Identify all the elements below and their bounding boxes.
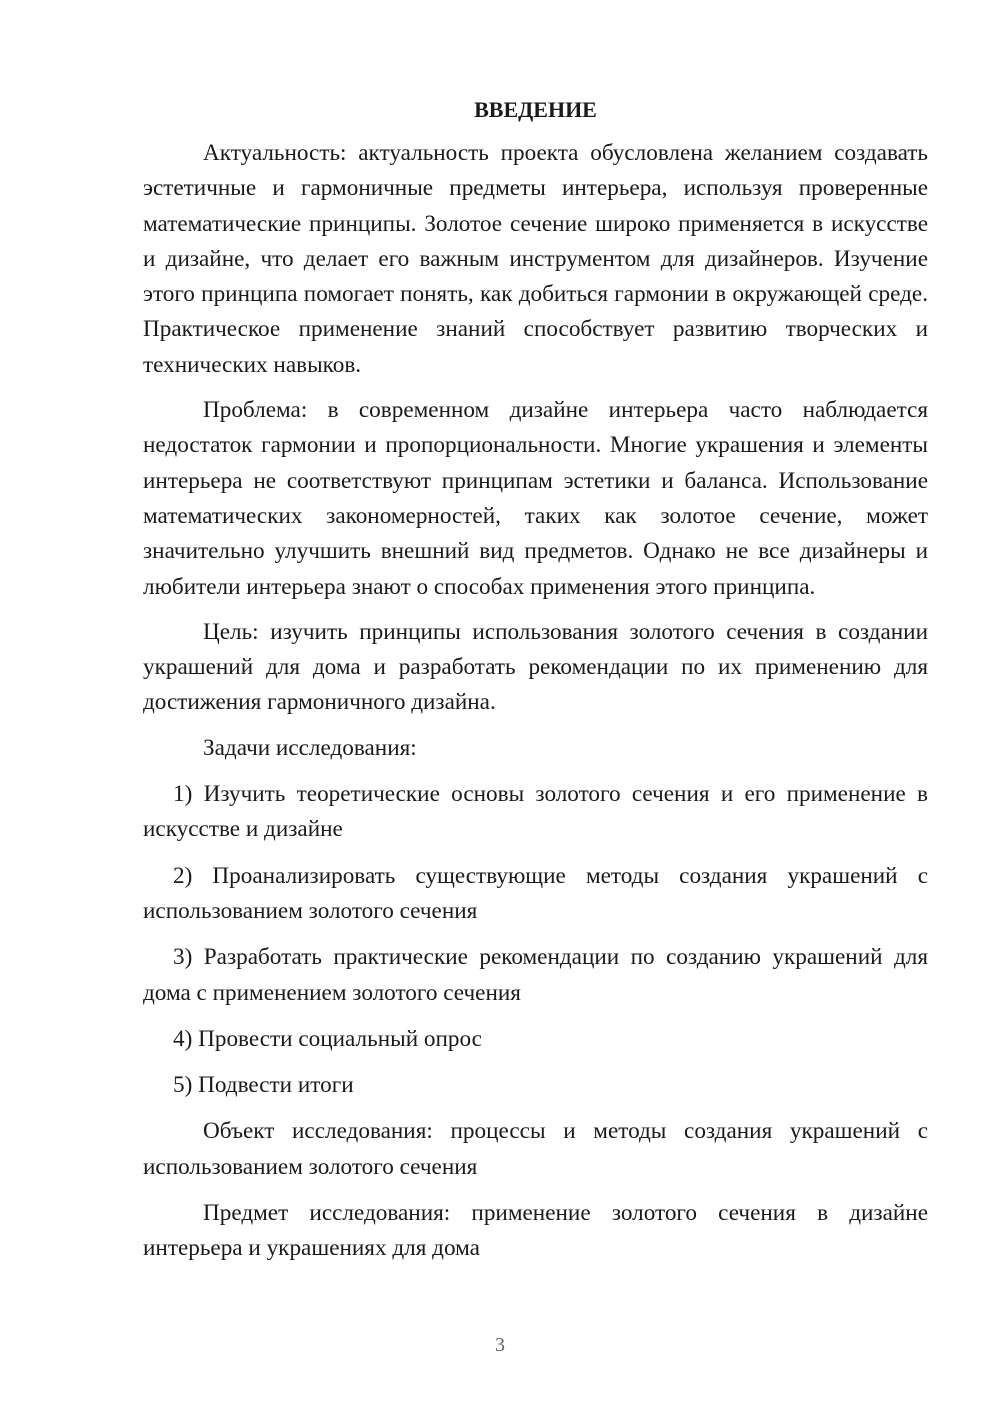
task-item: 5) Подвести итоги — [173, 1072, 354, 1099]
task-item: 4) Провести социальный опрос — [173, 1025, 482, 1052]
tasks-title: Задачи исследования: — [203, 734, 417, 761]
relevance-paragraph: Актуальность: актуальность проекта обусловлена желанием создавать эстетичные и гармоничные предметы интерьера, используя проверенные математические принципы. Золотое сечение широко применяется в искусстве и дизайне, что делает его важным инструментом для дизайнеров. Изучение этого принципа помогает понять, как добиться гармонии в окружающей среде. Практическое применение знаний способствует развитию творческих и технических навыков. — [143, 140, 928, 378]
problem-paragraph: Проблема: в современном дизайне интерьера часто наблюдается недостаток гармонии и пропорциональности. Многие украшения и элементы интерьера не соответствуют принципам эстетики и баланса. Использование математических закономерностей, таких как золотое сечение, может значительно улучшить внешний вид предметов. Однако не все дизайнеры и любители интерьера знают о способах применения этого принципа. — [143, 397, 928, 600]
page-title: ВВЕДЕНИЕ — [474, 97, 597, 122]
task-item: 1) Изучить теоретические основы золотого сечения и его применение в искусстве и дизайне — [143, 781, 928, 843]
object-paragraph: Объект исследования: процессы и методы создания украшений с использованием золотого сечения — [143, 1118, 928, 1180]
page-number: 3 — [495, 1334, 505, 1356]
subject-paragraph: Предмет исследования: применение золотого сечения в дизайне интерьера и украшениях для дома — [143, 1200, 928, 1262]
task-item: 2) Проанализировать существующие методы создания украшений с использованием золотого сечения — [143, 862, 928, 924]
task-item: 3) Разработать практические рекомендации по созданию украшений для дома с применением золотого сечения — [143, 944, 928, 1006]
goal-paragraph: Цель: изучить принципы использования золотого сечения в создании украшений для дома и разработать рекомендации по их применению для достижения гармоничного дизайна. — [143, 618, 928, 716]
document-page — [143, 92, 928, 1267]
